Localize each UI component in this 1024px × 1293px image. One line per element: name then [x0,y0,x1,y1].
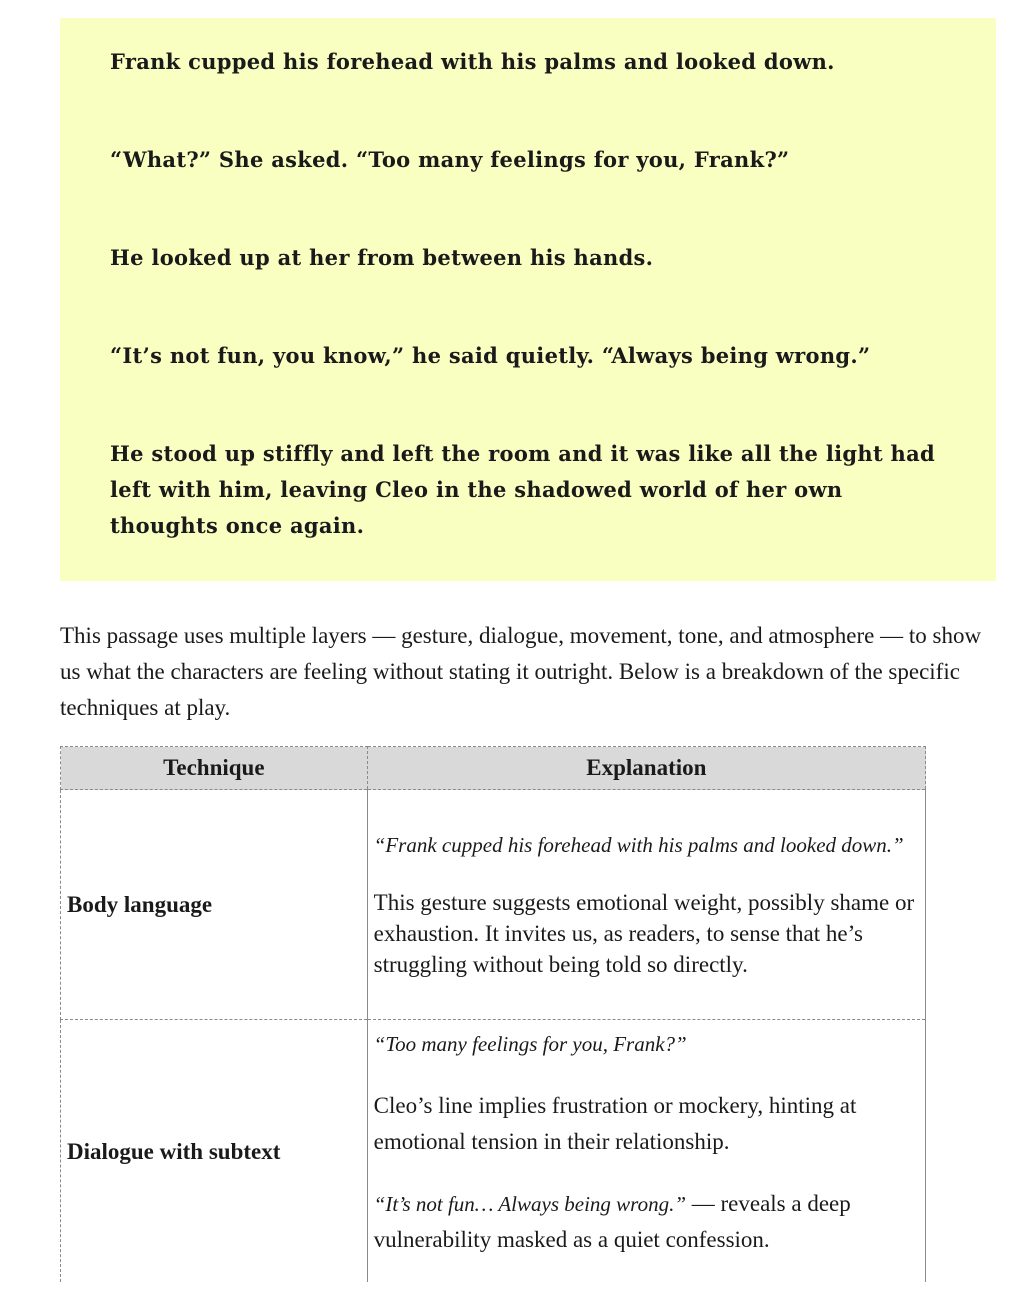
quote-text: “Too many feelings for you, Frank?” [373,1032,687,1056]
header-technique: Technique [61,747,368,790]
explanation-cell [367,1020,925,1283]
excerpt-paragraph: “What?” She asked. “Too many feelings for you, Frank?” [110,147,790,172]
quote-text: “Frank cupped his forehead with his palms and looked down.” [373,833,904,857]
technique-cell: Body language [61,790,368,1020]
quote-text: “It’s not fun… Always being wrong.” [373,1192,686,1216]
techniques-table [60,746,926,1282]
table-row [61,1020,926,1283]
excerpt-paragraph: Frank cupped his forehead with his palms and looked down. [110,49,835,74]
explanation-cell [367,790,925,1020]
header-explanation: Explanation [367,747,925,790]
explanation-text: — reveals a deep vulnerability masked as a quiet confession. [373,1191,851,1252]
intro-paragraph: This passage uses multiple layers — gesture, dialogue, movement, tone, and atmosphere — to show us what the characters are feeling without stating it outright. Below is a breakdown of the specific techniques at play. [60,623,982,720]
explanation-text: Cleo’s line implies frustration or mockery, hinting at emotional tension in their relationship. [373,1093,857,1154]
table-header-row [61,747,926,790]
explanation-text: This gesture suggests emotional weight, possibly shame or exhaustion. It invites us, as readers, to sense that he’s struggling without being told so directly. [373,890,915,977]
excerpt-paragraph: He looked up at her from between his hands. [110,245,654,270]
story-excerpt [60,18,996,581]
technique-cell: Dialogue with subtext [61,1020,368,1283]
excerpt-paragraph: He stood up stiffly and left the room and it was like all the light had left with him, leaving Cleo in the shadowed world of her own thoughts once again. [110,441,936,538]
excerpt-paragraph: “It’s not fun, you know,” he said quietly. “Always being wrong.” [110,343,871,368]
table-row [61,790,926,1020]
